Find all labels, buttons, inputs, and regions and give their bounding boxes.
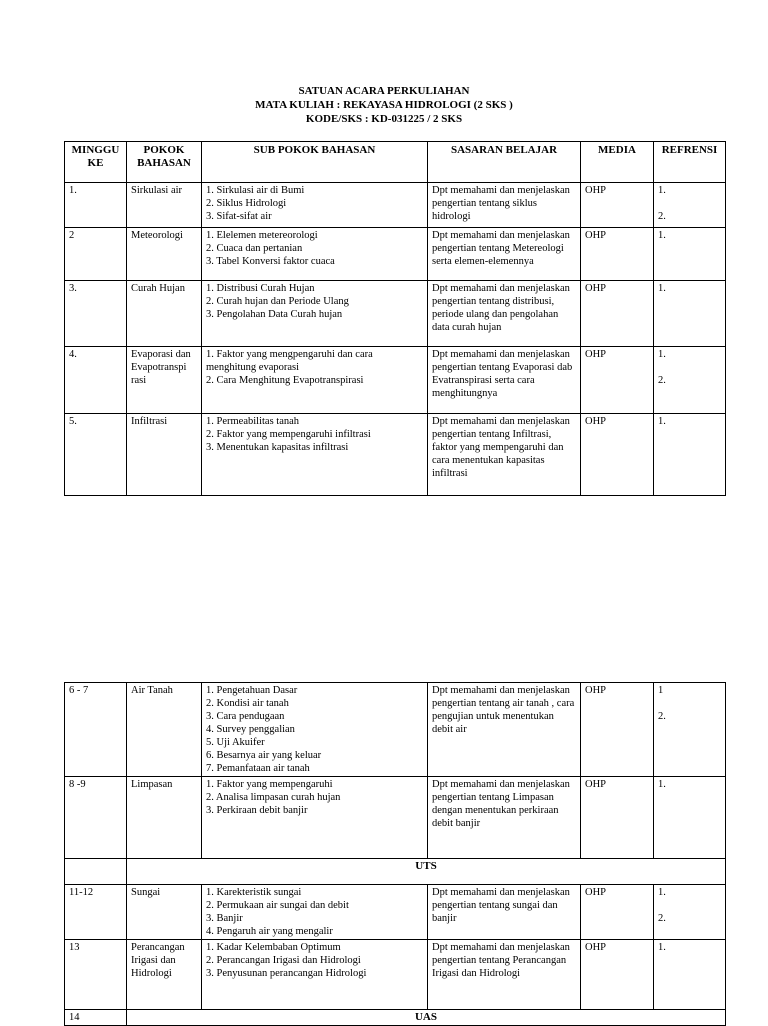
header-code: KODE/SKS : KD-031225 / 2 SKS <box>305 113 463 125</box>
sub-topic-item: 2. Kondisi air tanah <box>206 698 289 709</box>
sub-topic-item: 2. Perancangan Irigasi dan Hidrologi <box>206 955 361 966</box>
sub-topic-item: 5. Uji Akuifer <box>206 737 265 748</box>
schedule-table-bottom <box>64 682 726 1026</box>
cell-pokok: Curah Hujan <box>127 281 202 347</box>
cell-pokok: Air Tanah <box>127 683 202 777</box>
header-course: MATA KULIAH : REKAYASA HIDROLOGI (2 SKS ) <box>255 99 513 111</box>
sub-topic-item: 2. Cuaca dan pertanian <box>206 243 303 254</box>
cell-minggu: 4. <box>65 347 127 414</box>
reference-item: 2. <box>658 913 666 924</box>
cell-pokok: Limpasan <box>127 777 202 859</box>
table-row <box>65 228 726 281</box>
sub-topic-item: 3. Cara pendugaan <box>206 711 285 722</box>
cell-ref <box>654 281 726 347</box>
sub-topic-item: 3. Penyusunan perancangan Hidrologi <box>206 968 367 979</box>
cell-pokok: Evaporasi dan Evapotranspi rasi <box>127 347 202 414</box>
schedule-table-top <box>64 141 726 496</box>
cell-pokok: Perancangan Irigasi dan Hidrologi <box>127 940 202 1010</box>
reference-item: 1. <box>658 230 666 241</box>
cell-minggu: 6 - 7 <box>65 683 127 777</box>
sub-topic-item: 2. Permukaan air sungai dan debit <box>206 900 349 911</box>
cell-media: OHP <box>581 183 654 228</box>
sub-topic-item: 1. Sirkulasi air di Bumi <box>206 185 305 196</box>
document-header <box>0 84 768 126</box>
cell-minggu: 8 -9 <box>65 777 127 859</box>
sub-topic-list <box>206 886 423 938</box>
cell-ref <box>654 414 726 496</box>
cell-ref <box>654 885 726 940</box>
cell-sasaran: Dpt memahami dan menjelaskan pengertian tentang Perancangan Irigasi dan Hidrologi <box>428 940 581 1010</box>
reference-item: 1. <box>658 942 666 953</box>
sub-topic-item: 1. Kadar Kelembaban Optimum <box>206 942 341 953</box>
cell-pokok: Meteorologi <box>127 228 202 281</box>
sub-topic-item: 2. Analisa limpasan curah hujan <box>206 792 341 803</box>
reference-item <box>658 697 721 710</box>
reference-item: 1 <box>658 685 664 696</box>
uts-label: UTS <box>127 859 726 885</box>
cell-minggu: 1. <box>65 183 127 228</box>
cell-media: OHP <box>581 414 654 496</box>
cell-minggu: 14 <box>65 1010 127 1026</box>
uas-row <box>65 1010 726 1026</box>
cell-ref <box>654 228 726 281</box>
table-row <box>65 183 726 228</box>
sub-topic-item: 1. Distribusi Curah Hujan <box>206 283 315 294</box>
table-row <box>65 940 726 1010</box>
cell-ref <box>654 347 726 414</box>
sub-topic-list <box>206 415 423 454</box>
sub-topic-item: 1. Karekteristik sungai <box>206 887 302 898</box>
cell-media: OHP <box>581 940 654 1010</box>
sub-topic-item: 2. Curah hujan dan Periode Ulang <box>206 296 349 307</box>
reference-item: 1. <box>658 779 666 790</box>
cell-sasaran: Dpt memahami dan menjelaskan pengertian tentang Evaporasi dab Evatranspirasi serta cara menghitungnya <box>428 347 581 414</box>
sub-topic-item: 3. Perkiraan debit banjir <box>206 805 308 816</box>
sub-topic-item: 1. Permeabilitas tanah <box>206 416 300 427</box>
sub-topic-item: 1. Pengetahuan Dasar <box>206 685 298 696</box>
sub-topic-item: 3. Tabel Konversi faktor cuaca <box>206 256 335 267</box>
reference-item <box>658 361 721 374</box>
reference-item <box>658 197 721 210</box>
cell-sasaran: Dpt memahami dan menjelaskan pengertian tentang Infiltrasi, faktor yang mempengaruhi dan cara menentukan kapasitas infiltrasi <box>428 414 581 496</box>
cell-minggu: 5. <box>65 414 127 496</box>
cell-pokok: Sungai <box>127 885 202 940</box>
cell-media: OHP <box>581 777 654 859</box>
cell-pokok: Sirkulasi air <box>127 183 202 228</box>
sub-topic-list <box>206 684 423 775</box>
reference-item: 1. <box>658 349 666 360</box>
cell-media: OHP <box>581 228 654 281</box>
cell-sasaran: Dpt memahami dan menjelaskan pengertian tentang distribusi, periode ulang dan pengolahan data curah hujan <box>428 281 581 347</box>
col-sub: SUB POKOK BAHASAN <box>202 142 428 183</box>
cell-sasaran: Dpt memahami dan menjelaskan pengertian tentang siklus hidrologi <box>428 183 581 228</box>
cell-sasaran: Dpt memahami dan menjelaskan pengertian tentang Metereologi serta elemen-elemennya <box>428 228 581 281</box>
col-ref: REFRENSI <box>654 142 726 183</box>
cell-minggu: 11-12 <box>65 885 127 940</box>
cell-sub <box>202 777 428 859</box>
sub-topic-item: 3. Sifat-sifat air <box>206 211 272 222</box>
sub-topic-item: 3. Banjir <box>206 913 243 924</box>
cell-sub <box>202 281 428 347</box>
sub-topic-item: 4. Survey penggalian <box>206 724 295 735</box>
uas-label: UAS <box>127 1010 726 1026</box>
cell-media: OHP <box>581 347 654 414</box>
cell-sub <box>202 414 428 496</box>
sub-topic-item: 1. Faktor yang mengpengaruhi dan cara menghitung evaporasi <box>206 349 373 373</box>
cell-sasaran: Dpt memahami dan menjelaskan pengertian tentang sungai dan banjir <box>428 885 581 940</box>
cell-minggu: 2 <box>65 228 127 281</box>
sub-topic-item: 2. Faktor yang mempengaruhi infiltrasi <box>206 429 371 440</box>
cell-ref <box>654 940 726 1010</box>
sub-topic-item: 3. Menentukan kapasitas infiltrasi <box>206 442 349 453</box>
sub-topic-list <box>206 229 423 268</box>
sub-topic-list <box>206 348 423 387</box>
reference-item <box>658 899 721 912</box>
cell-sub <box>202 347 428 414</box>
sub-topic-item: 2. Siklus Hidrologi <box>206 198 287 209</box>
reference-item: 1. <box>658 283 666 294</box>
cell-ref <box>654 183 726 228</box>
cell-minggu: 3. <box>65 281 127 347</box>
table-row <box>65 777 726 859</box>
table-row <box>65 683 726 777</box>
table-row <box>65 885 726 940</box>
sub-topic-item: 1. Faktor yang mempengaruhi <box>206 779 333 790</box>
table-row <box>65 281 726 347</box>
reference-item: 2. <box>658 711 666 722</box>
header-title: SATUAN ACARA PERKULIAHAN <box>298 85 470 97</box>
cell-sasaran: Dpt memahami dan menjelaskan pengertian tentang air tanah , cara pengujian untuk menentukan debit air <box>428 683 581 777</box>
cell-media: OHP <box>581 281 654 347</box>
cell-minggu <box>65 859 127 885</box>
cell-ref <box>654 777 726 859</box>
sub-topic-list <box>206 282 423 321</box>
table-header-row <box>65 142 726 183</box>
table-row <box>65 347 726 414</box>
sub-topic-list <box>206 778 423 817</box>
sub-topic-item: 4. Pengaruh air yang mengalir <box>206 926 333 937</box>
cell-sub <box>202 885 428 940</box>
cell-pokok: Infiltrasi <box>127 414 202 496</box>
col-pokok: POKOK BAHASAN <box>127 142 202 183</box>
col-sasaran: SASARAN BELAJAR <box>428 142 581 183</box>
reference-item: 1. <box>658 887 666 898</box>
cell-sub <box>202 683 428 777</box>
table-row <box>65 414 726 496</box>
reference-item: 2. <box>658 211 666 222</box>
reference-item: 1. <box>658 185 666 196</box>
sub-topic-item: 1. Elelemen metereorologi <box>206 230 318 241</box>
sub-topic-item: 6. Besarnya air yang keluar <box>206 750 322 761</box>
cell-media: OHP <box>581 885 654 940</box>
cell-sub <box>202 228 428 281</box>
col-media: MEDIA <box>581 142 654 183</box>
reference-item: 2. <box>658 375 666 386</box>
cell-sub <box>202 940 428 1010</box>
cell-sasaran: Dpt memahami dan menjelaskan pengertian tentang Limpasan dengan menentukan perkiraan debit banjir <box>428 777 581 859</box>
sub-topic-item: 7. Pemanfataan air tanah <box>206 763 310 774</box>
cell-ref <box>654 683 726 777</box>
reference-item: 1. <box>658 416 666 427</box>
sub-topic-list <box>206 184 423 223</box>
sub-topic-item: 3. Pengolahan Data Curah hujan <box>206 309 343 320</box>
col-minggu: MINGGU KE <box>65 142 127 183</box>
cell-media: OHP <box>581 683 654 777</box>
sub-topic-list <box>206 941 423 980</box>
cell-minggu: 13 <box>65 940 127 1010</box>
sub-topic-item: 2. Cara Menghitung Evapotranspirasi <box>206 375 364 386</box>
cell-sub <box>202 183 428 228</box>
uts-row <box>65 859 726 885</box>
